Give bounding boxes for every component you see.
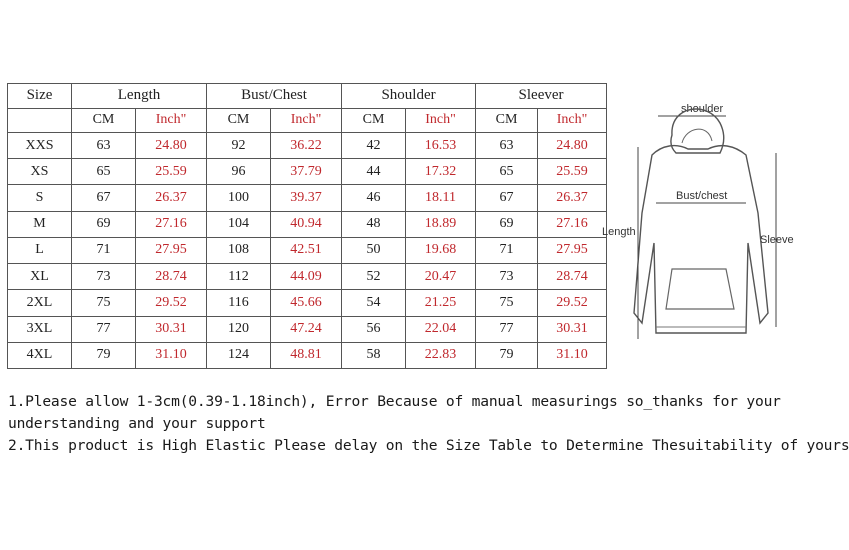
notes-section [8,391,849,457]
inch-cell: 30.31 [538,316,607,342]
unit-row [8,108,607,133]
inch-cell: 47.24 [271,316,342,342]
inch-cell: 17.32 [406,159,476,185]
inch-cell: 28.74 [136,264,207,290]
unit-cm: CM [476,108,538,133]
length-header: Length [72,84,207,109]
inch-cell: 36.22 [271,133,342,159]
cm-cell: 42 [342,133,406,159]
table-row [8,237,607,263]
inch-cell: 28.74 [538,264,607,290]
cm-cell: 73 [72,264,136,290]
cm-cell: 116 [207,290,271,316]
cm-cell: 46 [342,185,406,211]
table-row [8,264,607,290]
cm-cell: 75 [476,290,538,316]
inch-cell: 26.37 [136,185,207,211]
note-line-3: 2.This product is High Elastic Please delay on the Size Table to Determine Thesuitability of yours [8,437,849,454]
inch-cell: 19.68 [406,237,476,263]
cm-cell: 44 [342,159,406,185]
hoodie-measurement-diagram [602,83,800,369]
inch-cell: 31.10 [538,342,607,368]
inch-cell: 25.59 [136,159,207,185]
inch-cell: 31.10 [136,342,207,368]
cm-cell: 96 [207,159,271,185]
cm-cell: 58 [342,342,406,368]
note-line-2: understanding and your support [8,415,266,432]
unit-inch: Inch" [406,108,476,133]
cm-cell: 71 [72,237,136,263]
inch-cell: 22.83 [406,342,476,368]
table-row [8,290,607,316]
size-cell: 2XL [8,290,72,316]
unit-cm: CM [207,108,271,133]
size-cell: XS [8,159,72,185]
unit-blank-cell [8,108,72,133]
inch-cell: 22.04 [406,316,476,342]
cm-cell: 77 [476,316,538,342]
size-cell: L [8,237,72,263]
cm-cell: 73 [476,264,538,290]
shoulder-label: shoulder [681,103,724,115]
unit-cm: CM [72,108,136,133]
cm-cell: 67 [72,185,136,211]
sleeve-header: Sleever [476,84,607,109]
unit-inch: Inch" [271,108,342,133]
inch-cell: 25.59 [538,159,607,185]
cm-cell: 120 [207,316,271,342]
cm-cell: 56 [342,316,406,342]
size-cell: S [8,185,72,211]
inch-cell: 21.25 [406,290,476,316]
cm-cell: 92 [207,133,271,159]
table-row [8,211,607,237]
inch-cell: 24.80 [136,133,207,159]
unit-inch: Inch" [538,108,607,133]
bust-label: Bust/chest [676,190,728,202]
cm-cell: 63 [476,133,538,159]
inch-cell: 27.16 [136,211,207,237]
cm-cell: 124 [207,342,271,368]
inch-cell: 18.89 [406,211,476,237]
shoulder-header: Shoulder [342,84,476,109]
cm-cell: 100 [207,185,271,211]
inch-cell: 27.95 [538,237,607,263]
inch-cell: 45.66 [271,290,342,316]
inch-cell: 24.80 [538,133,607,159]
size-cell: M [8,211,72,237]
inch-cell: 30.31 [136,316,207,342]
size-cell: 3XL [8,316,72,342]
cm-cell: 77 [72,316,136,342]
unit-cm: CM [342,108,406,133]
cm-cell: 79 [476,342,538,368]
cm-cell: 48 [342,211,406,237]
inch-cell: 37.79 [271,159,342,185]
inch-cell: 27.16 [538,211,607,237]
cm-cell: 69 [72,211,136,237]
cm-cell: 71 [476,237,538,263]
inch-cell: 29.52 [136,290,207,316]
table-row [8,185,607,211]
cm-cell: 104 [207,211,271,237]
size-cell: XL [8,264,72,290]
size-cell: XXS [8,133,72,159]
inch-cell: 16.53 [406,133,476,159]
inch-cell: 29.52 [538,290,607,316]
inch-cell: 40.94 [271,211,342,237]
inch-cell: 48.81 [271,342,342,368]
cm-cell: 69 [476,211,538,237]
table-header-row [8,84,607,109]
size-header: Size [8,84,72,109]
sleeve-label: Sleeve [760,234,794,246]
cm-cell: 63 [72,133,136,159]
cm-cell: 75 [72,290,136,316]
inch-cell: 26.37 [538,185,607,211]
cm-cell: 54 [342,290,406,316]
table-row [8,342,607,368]
inch-cell: 20.47 [406,264,476,290]
table-row [8,133,607,159]
inch-cell: 44.09 [271,264,342,290]
cm-cell: 108 [207,237,271,263]
cm-cell: 79 [72,342,136,368]
inch-cell: 27.95 [136,237,207,263]
size-cell: 4XL [8,342,72,368]
bust-chest-header: Bust/Chest [207,84,342,109]
cm-cell: 112 [207,264,271,290]
table-row [8,316,607,342]
table-row [8,159,607,185]
cm-cell: 52 [342,264,406,290]
cm-cell: 50 [342,237,406,263]
unit-inch: Inch" [136,108,207,133]
inch-cell: 42.51 [271,237,342,263]
size-chart-table [7,83,607,369]
cm-cell: 65 [476,159,538,185]
inch-cell: 18.11 [406,185,476,211]
length-label: Length [602,226,636,238]
note-line-1: 1.Please allow 1-3cm(0.39-1.18inch), Error Because of manual measurings so_thanks for your [8,393,781,410]
inch-cell: 39.37 [271,185,342,211]
cm-cell: 67 [476,185,538,211]
cm-cell: 65 [72,159,136,185]
